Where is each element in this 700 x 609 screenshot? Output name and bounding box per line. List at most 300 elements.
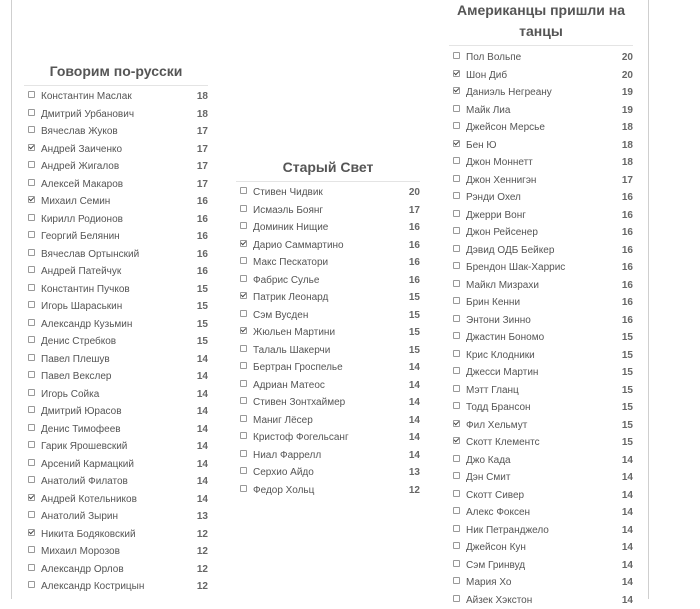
player-row[interactable] bbox=[449, 224, 633, 242]
player-name: Александр Кострицын bbox=[41, 581, 188, 592]
player-name: Алекс Фоксен bbox=[466, 507, 613, 518]
player-score: 14 bbox=[188, 424, 208, 435]
player-checkbox[interactable] bbox=[28, 336, 35, 343]
player-score: 14 bbox=[613, 542, 633, 553]
player-checkbox[interactable] bbox=[28, 126, 35, 133]
player-score: 14 bbox=[400, 397, 420, 408]
player-row[interactable] bbox=[24, 508, 208, 526]
player-name: Дэвид ОДБ Бейкер bbox=[466, 245, 613, 256]
player-name: Джон Моннетт bbox=[466, 157, 613, 168]
player-checkbox[interactable] bbox=[240, 362, 247, 369]
player-row[interactable] bbox=[236, 342, 420, 360]
player-row[interactable] bbox=[449, 154, 633, 172]
player-row[interactable] bbox=[236, 429, 420, 447]
player-list bbox=[236, 184, 420, 499]
player-row[interactable] bbox=[24, 176, 208, 194]
player-checkbox[interactable] bbox=[453, 227, 460, 234]
player-score: 16 bbox=[400, 257, 420, 268]
player-checkbox[interactable] bbox=[28, 301, 35, 308]
player-row[interactable] bbox=[24, 578, 208, 596]
player-checkbox[interactable] bbox=[453, 262, 460, 269]
player-checkbox[interactable] bbox=[240, 345, 247, 352]
player-name: Игорь Шараськин bbox=[41, 301, 188, 312]
player-name: Дэн Смит bbox=[466, 472, 613, 483]
player-checkbox[interactable] bbox=[28, 231, 35, 238]
player-score: 16 bbox=[188, 249, 208, 260]
player-checkbox[interactable] bbox=[28, 529, 35, 536]
player-score: 16 bbox=[613, 245, 633, 256]
player-name: Бертран Гроспелье bbox=[253, 362, 400, 373]
player-checkbox[interactable] bbox=[28, 196, 35, 203]
player-row[interactable] bbox=[236, 184, 420, 202]
player-name: Ник Петранджело bbox=[466, 525, 613, 536]
player-row[interactable] bbox=[449, 592, 633, 609]
player-list bbox=[449, 49, 633, 609]
player-row[interactable] bbox=[24, 386, 208, 404]
player-row[interactable] bbox=[24, 246, 208, 264]
player-score: 19 bbox=[613, 105, 633, 116]
player-row[interactable] bbox=[449, 452, 633, 470]
player-row[interactable] bbox=[24, 141, 208, 159]
player-score: 18 bbox=[613, 122, 633, 133]
player-row[interactable] bbox=[236, 394, 420, 412]
column-title: Старый Свет bbox=[236, 157, 420, 182]
player-checkbox[interactable] bbox=[453, 577, 460, 584]
player-checkbox[interactable] bbox=[28, 511, 35, 518]
player-score: 20 bbox=[613, 70, 633, 81]
player-name: Кристоф Фогельсанг bbox=[253, 432, 400, 443]
player-name: Макс Пескатори bbox=[253, 257, 400, 268]
player-score: 14 bbox=[188, 459, 208, 470]
player-checkbox[interactable] bbox=[453, 437, 460, 444]
player-row[interactable] bbox=[449, 574, 633, 592]
player-name: Стивен Чидвик bbox=[253, 187, 400, 198]
column-americans bbox=[449, 0, 633, 609]
player-row[interactable] bbox=[449, 189, 633, 207]
player-checkbox[interactable] bbox=[240, 292, 247, 299]
player-row[interactable] bbox=[449, 364, 633, 382]
player-score: 16 bbox=[613, 192, 633, 203]
player-checkbox[interactable] bbox=[28, 389, 35, 396]
player-checkbox[interactable] bbox=[453, 595, 460, 602]
player-row[interactable] bbox=[449, 539, 633, 557]
player-checkbox[interactable] bbox=[28, 494, 35, 501]
player-checkbox[interactable] bbox=[240, 205, 247, 212]
player-name: Андрей Котельников bbox=[41, 494, 188, 505]
player-row[interactable] bbox=[236, 289, 420, 307]
player-row[interactable] bbox=[24, 298, 208, 316]
player-score: 17 bbox=[613, 175, 633, 186]
player-checkbox[interactable] bbox=[28, 179, 35, 186]
player-name: Стивен Зонтхаймер bbox=[253, 397, 400, 408]
player-score: 15 bbox=[613, 332, 633, 343]
player-name: Андрей Жигалов bbox=[41, 161, 188, 172]
player-row[interactable] bbox=[449, 522, 633, 540]
player-row[interactable] bbox=[24, 211, 208, 229]
player-row[interactable] bbox=[449, 102, 633, 120]
player-score: 16 bbox=[613, 297, 633, 308]
player-checkbox[interactable] bbox=[240, 467, 247, 474]
player-row[interactable] bbox=[24, 491, 208, 509]
player-score: 15 bbox=[400, 327, 420, 338]
player-row[interactable] bbox=[449, 399, 633, 417]
player-checkbox[interactable] bbox=[240, 275, 247, 282]
player-score: 14 bbox=[613, 490, 633, 501]
player-checkbox[interactable] bbox=[240, 450, 247, 457]
player-row[interactable] bbox=[449, 242, 633, 260]
player-name: Брин Кенни bbox=[466, 297, 613, 308]
player-score: 20 bbox=[613, 52, 633, 63]
player-row[interactable] bbox=[24, 123, 208, 141]
player-score: 14 bbox=[188, 476, 208, 487]
player-score: 15 bbox=[188, 336, 208, 347]
player-score: 15 bbox=[613, 402, 633, 413]
player-row[interactable] bbox=[236, 464, 420, 482]
player-checkbox[interactable] bbox=[453, 157, 460, 164]
player-name: Шон Диб bbox=[466, 70, 613, 81]
player-row[interactable] bbox=[236, 237, 420, 255]
player-row[interactable] bbox=[449, 434, 633, 452]
player-row[interactable] bbox=[24, 88, 208, 106]
player-row[interactable] bbox=[449, 207, 633, 225]
player-row[interactable] bbox=[236, 412, 420, 430]
player-score: 16 bbox=[613, 315, 633, 326]
player-score: 16 bbox=[188, 214, 208, 225]
player-name: Фил Хельмут bbox=[466, 420, 613, 431]
player-score: 14 bbox=[613, 472, 633, 483]
player-row[interactable] bbox=[24, 193, 208, 211]
player-row[interactable] bbox=[236, 307, 420, 325]
player-score: 17 bbox=[400, 205, 420, 216]
player-checkbox[interactable] bbox=[453, 280, 460, 287]
player-name: Павел Векслер bbox=[41, 371, 188, 382]
player-name: Георгий Белянин bbox=[41, 231, 188, 242]
player-score: 15 bbox=[188, 319, 208, 330]
player-name: Джон Хеннигэн bbox=[466, 175, 613, 186]
player-checkbox[interactable] bbox=[453, 507, 460, 514]
player-checkbox[interactable] bbox=[240, 485, 247, 492]
player-score: 16 bbox=[188, 266, 208, 277]
player-name: Исмаэль Боянг bbox=[253, 205, 400, 216]
player-name: Дарио Саммартино bbox=[253, 240, 400, 251]
player-row[interactable] bbox=[236, 219, 420, 237]
player-row[interactable] bbox=[236, 482, 420, 500]
player-name: Джерри Вонг bbox=[466, 210, 613, 221]
player-score: 15 bbox=[613, 350, 633, 361]
player-name: Мария Хо bbox=[466, 577, 613, 588]
player-name: Джастин Бономо bbox=[466, 332, 613, 343]
player-checkbox[interactable] bbox=[453, 367, 460, 374]
column-russian bbox=[24, 61, 208, 596]
player-name: Пол Вольпе bbox=[466, 52, 613, 63]
player-checkbox[interactable] bbox=[28, 406, 35, 413]
player-checkbox[interactable] bbox=[453, 525, 460, 532]
player-score: 14 bbox=[188, 441, 208, 452]
player-row[interactable] bbox=[24, 438, 208, 456]
player-name: Серхио Айдо bbox=[253, 467, 400, 478]
player-row[interactable] bbox=[236, 254, 420, 272]
player-checkbox[interactable] bbox=[453, 420, 460, 427]
player-score: 14 bbox=[188, 389, 208, 400]
player-checkbox[interactable] bbox=[28, 284, 35, 291]
player-name: Александр Кузьмин bbox=[41, 319, 188, 330]
player-score: 15 bbox=[400, 292, 420, 303]
player-name: Энтони Зинно bbox=[466, 315, 613, 326]
player-checkbox[interactable] bbox=[453, 245, 460, 252]
player-score: 17 bbox=[188, 126, 208, 137]
player-score: 19 bbox=[613, 87, 633, 98]
player-checkbox[interactable] bbox=[240, 397, 247, 404]
player-row[interactable] bbox=[24, 158, 208, 176]
player-checkbox[interactable] bbox=[28, 564, 35, 571]
player-score: 15 bbox=[188, 301, 208, 312]
player-checkbox[interactable] bbox=[28, 546, 35, 553]
player-score: 12 bbox=[400, 485, 420, 496]
player-row[interactable] bbox=[24, 421, 208, 439]
player-row[interactable] bbox=[24, 561, 208, 579]
player-checkbox[interactable] bbox=[453, 560, 460, 567]
player-row[interactable] bbox=[449, 294, 633, 312]
player-row[interactable] bbox=[449, 504, 633, 522]
player-row[interactable] bbox=[24, 368, 208, 386]
player-score: 17 bbox=[188, 161, 208, 172]
player-score: 16 bbox=[613, 210, 633, 221]
player-checkbox[interactable] bbox=[240, 415, 247, 422]
player-row[interactable] bbox=[449, 137, 633, 155]
player-checkbox[interactable] bbox=[28, 144, 35, 151]
player-checkbox[interactable] bbox=[28, 371, 35, 378]
player-name: Ниал Фаррелл bbox=[253, 450, 400, 461]
player-score: 12 bbox=[188, 546, 208, 557]
player-row[interactable] bbox=[236, 272, 420, 290]
player-checkbox[interactable] bbox=[28, 266, 35, 273]
player-name: Анатолий Зырин bbox=[41, 511, 188, 522]
player-checkbox[interactable] bbox=[28, 424, 35, 431]
player-name: Игорь Сойка bbox=[41, 389, 188, 400]
player-checkbox[interactable] bbox=[28, 249, 35, 256]
player-checkbox[interactable] bbox=[28, 441, 35, 448]
player-checkbox[interactable] bbox=[453, 140, 460, 147]
player-checkbox[interactable] bbox=[453, 472, 460, 479]
player-checkbox[interactable] bbox=[453, 542, 460, 549]
player-checkbox[interactable] bbox=[28, 214, 35, 221]
player-checkbox[interactable] bbox=[28, 161, 35, 168]
player-score: 14 bbox=[613, 525, 633, 536]
player-row[interactable] bbox=[449, 119, 633, 137]
player-name: Сэм Вусден bbox=[253, 310, 400, 321]
player-row[interactable] bbox=[24, 456, 208, 474]
player-row[interactable] bbox=[449, 84, 633, 102]
player-row[interactable] bbox=[449, 49, 633, 67]
player-name: Денис Тимофеев bbox=[41, 424, 188, 435]
player-checkbox[interactable] bbox=[240, 240, 247, 247]
player-score: 16 bbox=[613, 227, 633, 238]
player-checkbox[interactable] bbox=[453, 332, 460, 339]
player-checkbox[interactable] bbox=[240, 187, 247, 194]
player-name: Жюльен Мартини bbox=[253, 327, 400, 338]
player-name: Джесси Мартин bbox=[466, 367, 613, 378]
player-score: 14 bbox=[613, 560, 633, 571]
player-score: 17 bbox=[188, 144, 208, 155]
player-name: Скотт Клементс bbox=[466, 437, 613, 448]
player-checkbox[interactable] bbox=[28, 581, 35, 588]
player-row[interactable] bbox=[24, 473, 208, 491]
player-row[interactable] bbox=[24, 263, 208, 281]
player-checkbox[interactable] bbox=[453, 210, 460, 217]
player-name: Мэтт Гланц bbox=[466, 385, 613, 396]
player-score: 14 bbox=[400, 415, 420, 426]
player-checkbox[interactable] bbox=[28, 319, 35, 326]
player-row[interactable] bbox=[24, 351, 208, 369]
player-score: 15 bbox=[400, 345, 420, 356]
player-score: 16 bbox=[188, 196, 208, 207]
player-checkbox[interactable] bbox=[453, 70, 460, 77]
player-score: 18 bbox=[188, 109, 208, 120]
player-score: 15 bbox=[613, 437, 633, 448]
player-name: Федор Хольц bbox=[253, 485, 400, 496]
player-score: 17 bbox=[188, 179, 208, 190]
player-checkbox[interactable] bbox=[28, 354, 35, 361]
player-score: 18 bbox=[613, 157, 633, 168]
player-score: 15 bbox=[613, 385, 633, 396]
player-row[interactable] bbox=[236, 447, 420, 465]
player-row[interactable] bbox=[24, 281, 208, 299]
player-score: 16 bbox=[188, 231, 208, 242]
player-row[interactable] bbox=[236, 324, 420, 342]
player-name: Бен Ю bbox=[466, 140, 613, 151]
player-row[interactable] bbox=[449, 329, 633, 347]
player-score: 14 bbox=[400, 380, 420, 391]
player-name: Александр Орлов bbox=[41, 564, 188, 575]
player-name: Джон Рейсенер bbox=[466, 227, 613, 238]
player-row[interactable] bbox=[449, 557, 633, 575]
player-name: Дмитрий Урбанович bbox=[41, 109, 188, 120]
player-row[interactable] bbox=[449, 382, 633, 400]
player-row[interactable] bbox=[24, 403, 208, 421]
player-score: 20 bbox=[400, 187, 420, 198]
player-checkbox[interactable] bbox=[453, 52, 460, 59]
player-checkbox[interactable] bbox=[240, 310, 247, 317]
player-row[interactable] bbox=[449, 487, 633, 505]
player-checkbox[interactable] bbox=[28, 91, 35, 98]
player-score: 12 bbox=[188, 564, 208, 575]
player-score: 15 bbox=[613, 420, 633, 431]
player-score: 15 bbox=[400, 310, 420, 321]
player-score: 16 bbox=[400, 240, 420, 251]
player-score: 14 bbox=[400, 432, 420, 443]
player-name: Денис Стребков bbox=[41, 336, 188, 347]
player-name: Талаль Шакерчи bbox=[253, 345, 400, 356]
player-checkbox[interactable] bbox=[453, 192, 460, 199]
player-name: Тодд Брансон bbox=[466, 402, 613, 413]
player-checkbox[interactable] bbox=[240, 432, 247, 439]
player-row[interactable] bbox=[449, 469, 633, 487]
player-name: Крис Клодники bbox=[466, 350, 613, 361]
player-checkbox[interactable] bbox=[453, 315, 460, 322]
player-name: Адриан Матеос bbox=[253, 380, 400, 391]
player-row[interactable] bbox=[24, 316, 208, 334]
player-row[interactable] bbox=[449, 277, 633, 295]
player-row[interactable] bbox=[449, 312, 633, 330]
player-checkbox[interactable] bbox=[240, 257, 247, 264]
player-name: Джейсон Кун bbox=[466, 542, 613, 553]
player-row[interactable] bbox=[24, 333, 208, 351]
player-score: 14 bbox=[400, 362, 420, 373]
player-row[interactable] bbox=[449, 259, 633, 277]
player-score: 16 bbox=[613, 262, 633, 273]
player-row[interactable] bbox=[24, 543, 208, 561]
player-score: 12 bbox=[188, 581, 208, 592]
player-name: Айзек Хэкстон bbox=[466, 595, 613, 606]
player-name: Майкл Мизрахи bbox=[466, 280, 613, 291]
player-name: Брендон Шак-Харрис bbox=[466, 262, 613, 273]
player-name: Майк Лиа bbox=[466, 105, 613, 116]
player-checkbox[interactable] bbox=[453, 455, 460, 462]
player-name: Рэнди Охел bbox=[466, 192, 613, 203]
player-name: Андрей Патейчук bbox=[41, 266, 188, 277]
player-checkbox[interactable] bbox=[240, 222, 247, 229]
player-row[interactable] bbox=[236, 359, 420, 377]
player-checkbox[interactable] bbox=[28, 109, 35, 116]
player-name: Фабрис Сулье bbox=[253, 275, 400, 286]
player-checkbox[interactable] bbox=[28, 459, 35, 466]
player-score: 14 bbox=[188, 354, 208, 365]
player-name: Михаил Морозов bbox=[41, 546, 188, 557]
player-row[interactable] bbox=[449, 172, 633, 190]
player-score: 12 bbox=[188, 529, 208, 540]
player-name: Андрей Заиченко bbox=[41, 144, 188, 155]
player-row[interactable] bbox=[449, 417, 633, 435]
player-checkbox[interactable] bbox=[453, 297, 460, 304]
player-row[interactable] bbox=[24, 526, 208, 544]
column-old-world bbox=[236, 157, 420, 499]
player-checkbox[interactable] bbox=[453, 350, 460, 357]
player-checkbox[interactable] bbox=[453, 122, 460, 129]
player-name: Вячеслав Ортынский bbox=[41, 249, 188, 260]
player-name: Арсений Кармацкий bbox=[41, 459, 188, 470]
player-score: 15 bbox=[188, 284, 208, 295]
player-name: Михаил Семин bbox=[41, 196, 188, 207]
player-checkbox[interactable] bbox=[28, 476, 35, 483]
player-checkbox[interactable] bbox=[453, 175, 460, 182]
player-score: 13 bbox=[188, 511, 208, 522]
player-name: Скотт Сивер bbox=[466, 490, 613, 501]
player-checkbox[interactable] bbox=[240, 327, 247, 334]
column-title: Говорим по-русски bbox=[24, 61, 208, 86]
player-checkbox[interactable] bbox=[453, 105, 460, 112]
player-name: Константин Пучков bbox=[41, 284, 188, 295]
player-score: 14 bbox=[613, 577, 633, 588]
player-row[interactable] bbox=[24, 228, 208, 246]
player-checkbox[interactable] bbox=[453, 402, 460, 409]
player-score: 14 bbox=[613, 595, 633, 606]
player-name: Маниг Лёсер bbox=[253, 415, 400, 426]
player-checkbox[interactable] bbox=[453, 490, 460, 497]
player-row[interactable] bbox=[24, 106, 208, 124]
player-name: Патрик Леонард bbox=[253, 292, 400, 303]
player-row[interactable] bbox=[449, 67, 633, 85]
player-row[interactable] bbox=[236, 202, 420, 220]
player-row[interactable] bbox=[236, 377, 420, 395]
player-checkbox[interactable] bbox=[240, 380, 247, 387]
player-name: Даниэль Негреану bbox=[466, 87, 613, 98]
player-row[interactable] bbox=[449, 347, 633, 365]
player-score: 14 bbox=[613, 455, 633, 466]
player-score: 13 bbox=[400, 467, 420, 478]
player-checkbox[interactable] bbox=[453, 385, 460, 392]
player-checkbox[interactable] bbox=[453, 87, 460, 94]
player-score: 16 bbox=[400, 222, 420, 233]
